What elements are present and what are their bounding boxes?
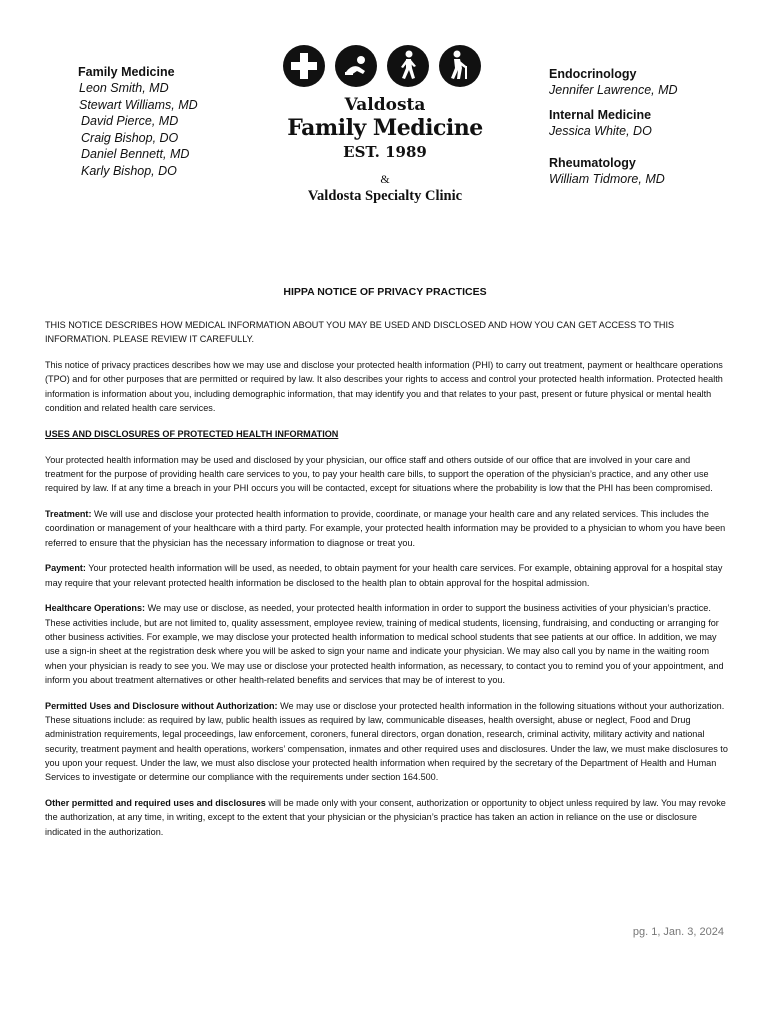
other-label: Other permitted and required uses and disclosures [45,798,266,809]
specialty-group [549,107,759,140]
section-heading [45,427,730,441]
notice-title: HIPPA NOTICE OF PRIVACY PRACTICES [283,286,487,298]
doctor-name: Daniel Bennett, MD [81,147,190,161]
logo-icons [282,44,482,90]
notice-body [45,318,730,850]
permitted-label: Permitted Uses and Disclosure without Authorization: [45,700,278,711]
family-medicine-doctors [78,64,278,179]
permitted-paragraph [45,699,730,785]
section-heading-text: USES AND DISCLOSURES OF PROTECTED HEALTH INFORMATION [45,428,339,439]
baby-icon [334,44,378,88]
doctor-name: Leon Smith, MD [79,81,169,95]
logo-clinic-name: Valdosta Specialty Clinic [307,188,463,204]
operations-label: Healthcare Operations: [45,603,146,614]
logo-city: Valdosta [344,95,426,115]
department-name: Family Medicine [78,65,175,79]
operations-text: We may use or disclose, as needed, your protected health information in order to support the business activities of your physician’s practice. These activities include, but are not limited to, quality assessment, employee review, training of medical students, licensing, fundraising, and conducting or arranging for other business activities. For example, we may disclose your protected health information to medical school students that see patients at our office. In addition, we may use a sign-in sheet at the registration desk where you will be asked to sign your name and indicate your physician. We may also call you by name in the waiting room when your physician is ready to see you. We may use or disclose your protected health information, as necessary, to contact you to remind you of your appointment, and inform you about treatment alternatives or other health-related benefits and services that may be of interest to you. [45,603,724,685]
payment-text: Your protected health information will be used, as needed, to obtain payment for your health care services. For example, obtaining approval for a hospital stay may require that your relevant protected health information be disclosed to the health plan to obtain approval for the hospital admission. [45,563,723,588]
overview-paragraph: This notice of privacy practices describes how we may use and disclose your protected health information (PHI) to carry out treatment, payment or healthcare operations (TPO) and for other purposes that are permitted or required by law. It also describes your rights to access and control your protected health information. Protected health information is information about you, including demographic information, that may identify you and that relates to your past, present or future physical or mental health condition and related health care services. [45,360,723,413]
payment-label: Payment: [45,563,86,574]
department-name: Endocrinology [549,67,637,81]
elderly-person-icon [438,44,482,88]
specialty-doctors [549,66,759,196]
treatment-text: We will use and disclose your protected health information to provide, coordinate, or manage your health care and any related services. This includes the coordination or management of your healthcare with a third party. For example, your protected health information may be provided to a physician to whom you have been referred to ensure that the physician has the necessary information to diagnose or treat you. [45,508,726,548]
other-paragraph [45,796,730,839]
intro-paragraph: THIS NOTICE DESCRIBES HOW MEDICAL INFORMATION ABOUT YOU MAY BE USED AND DISCLOSED AND HOW YOU CAN GET ACCESS TO THIS INFORMATION. PLEASE REVIEW IT CAREFULLY. [45,320,675,345]
walking-person-icon [386,44,430,88]
doctor-name: David Pierce, MD [81,114,179,128]
doctor-name: Karly Bishop, DO [81,163,177,178]
logo-ampersand: & [380,172,390,186]
doctor-name: Stewart Williams, MD [79,97,198,112]
payment-paragraph [45,561,730,590]
specialty-group [549,155,759,188]
page-footer: pg. 1, Jan. 3, 2024 [632,926,724,938]
other-text: will be made only with your consent, authorization or opportunity to object unless required by law. You may revoke the authorization, at any time, in writing, except to the extent that your physician or the physician’s practice has taken an action in reliance on the use or disclosure indicated in the authorization. [45,798,726,837]
doctor-name: William Tidmore, MD [549,172,665,186]
medical-cross-icon [282,44,326,88]
treatment-label: Treatment: [45,508,92,519]
department-name: Rheumatology [549,156,636,170]
doctor-name: Jennifer Lawrence, MD [549,83,678,97]
doctor-name: Jessica White, DO [549,123,652,138]
operations-paragraph [45,601,730,687]
treatment-paragraph [45,507,730,550]
logo-established: EST. 1989 [343,143,427,161]
logo-practice-name: Family Medicine [287,115,483,141]
uses-paragraph: Your protected health information may be used and disclosed by your physician, our office staff and others outside of our office that are involved in your care and treatment for the purpose of providing health care services to you, to pay your health care bills, to support the operation of the physician’s practice, and any other use required by law. If at any time a breach in your PHI occurs you will be contacted, except for situations where the probability is low that the PHI has been compromised. [45,454,713,494]
clinic-logo [278,44,492,209]
doctor-name: Craig Bishop, DO [81,130,179,145]
specialty-group [549,66,759,99]
permitted-text: We may use or disclose your protected health information in the following situations without your authorization. These situations include: as required by law, public health issues as required by law, communicable diseases, health oversight, abuse or neglect, Food and Drug administration requirements, legal proceedings, law enforcement, coroners, funeral directors, organ donation, research, criminal activity, military activity and national security, treatment payment and health operations, workers’ compensation, inmates and other required uses and disclosures. Under the law, we must make disclosures to you upon your request. Under the law, we must also disclose your protected health information when required by the secretary of the Department of Health and Human Services to investigate or determine our compliance with the requirements under section 164.500. [45,700,728,783]
department-name: Internal Medicine [549,107,652,122]
